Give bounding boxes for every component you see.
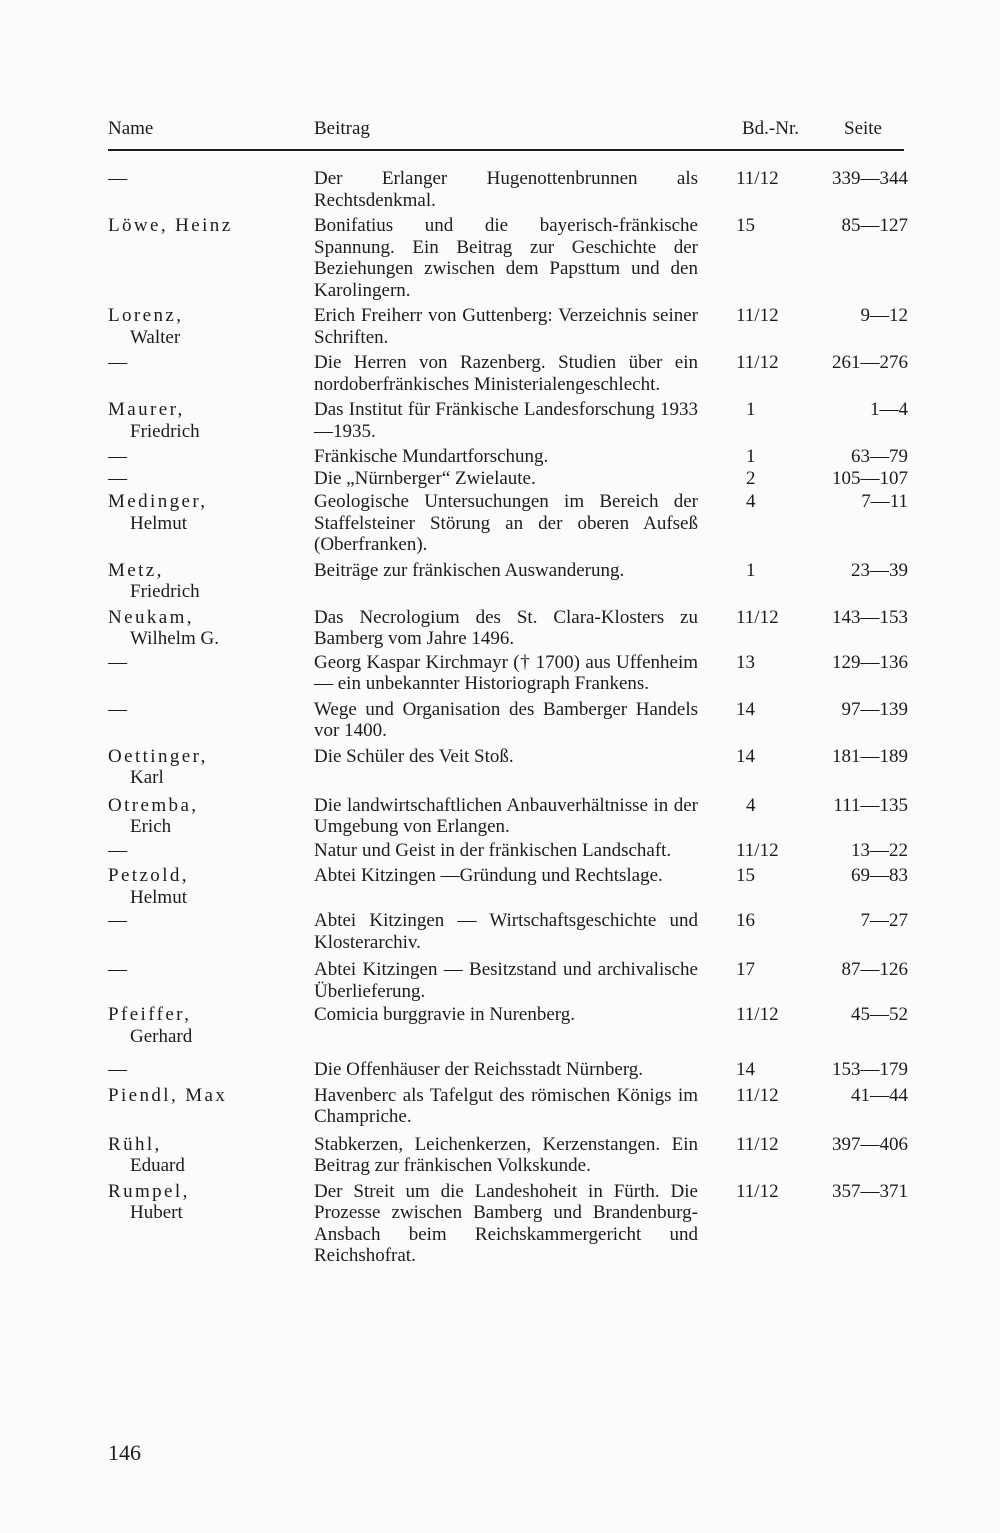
author-surname: Otremba, [108,794,199,816]
page-range: 13—22 [851,839,908,861]
author-cell [108,1134,314,1177]
table-row [108,865,908,908]
contribution-title: Havenberc als Tafelgut des römischen Königs im Champriche. [314,1084,698,1127]
volume-number: 1 [746,446,756,467]
author-cell [108,352,314,374]
page-range: 7—27 [860,910,908,931]
table-row [108,795,908,838]
page-range: 129—136 [832,651,908,673]
volume-number: 14 [736,745,755,767]
page-range: 7—11 [861,491,908,512]
table-row [108,491,908,556]
page-number: 146 [108,1440,141,1465]
author-given-name: Karl [130,767,164,788]
volume-number: 11/12 [736,839,779,861]
author-surname: — [108,168,127,189]
volume-number: 14 [736,698,755,720]
table-row [108,607,908,650]
author-cell [108,840,314,862]
author-surname: — [108,959,127,980]
contribution-title: Geologische Untersuchungen im Bereich der Staffelsteiner Störung an der oberen Aufseß (Oberfranken). [314,491,698,555]
volume-number: 15 [736,865,755,886]
volume-number: 11/12 [736,1084,779,1106]
contribution-title: Erich Freiherr von Guttenberg: Verzeichnis seiner Schriften. [314,305,698,348]
table-row [108,352,908,395]
volume-number: 11/12 [736,1004,779,1025]
contribution-title: Das Necrologium des St. Clara-Klosters zu Bamberg vom Jahre 1496. [314,606,698,649]
author-given-name: Erich [130,816,172,837]
contribution-title: Abtei Kitzingen — Wirtschaftsgeschichte und Klosterarchiv. [314,910,698,953]
table-row [108,168,908,211]
table-row [108,1134,908,1177]
author-cell [108,652,314,674]
author-surname: — [108,446,127,467]
contribution-title: Der Erlanger Hugenottenbrunnen als Rechtsdenkmal. [314,168,698,211]
table-header [108,118,908,144]
page-range: 397—406 [832,1133,908,1155]
volume-number: 1 [746,399,756,420]
volume-number: 1 [746,559,756,581]
author-given-name: Helmut [130,512,187,534]
page-range: 87—126 [841,959,908,980]
contribution-title: Das Institut für Fränkische Landesforschung 1933—1935. [314,399,698,442]
contribution-title: Georg Kaspar Kirchmayr († 1700) aus Uffenheim — ein unbekannter Historiograph Frankens. [314,651,698,694]
author-surname: — [108,467,127,489]
author-surname: — [108,839,127,861]
author-given-name: Eduard [130,1155,185,1176]
table-row [108,1181,908,1267]
author-surname: Maurer, [108,399,185,420]
author-given-name: Walter [130,326,181,348]
page-range: 143—153 [832,606,908,628]
contribution-title: Abtei Kitzingen —Gründung und Rechtslage. [314,865,663,886]
page-range: 153—179 [832,1059,908,1080]
author-surname: Rumpel, [108,1180,190,1202]
table-row [108,959,908,1002]
author-cell [108,746,314,789]
author-surname: — [108,352,127,373]
author-given-name: Helmut [130,886,187,908]
page-range: 97—139 [841,698,908,720]
author-cell [108,1004,314,1047]
header-beitrag: Beitrag [314,118,370,139]
author-cell [108,1059,314,1081]
contribution-title: Die Offenhäuser der Reichsstadt Nürnberg. [314,1059,644,1080]
table-row [108,652,908,695]
contribution-title: Der Streit um die Landeshoheit in Fürth. Die Prozesse zwischen Bamberg und Brandenburg-Ansbach beim Reichskammergericht und Reichshofrat. [314,1180,698,1266]
contribution-title: Natur und Geist in der fränkischen Landschaft. [314,839,672,861]
volume-number: 11/12 [736,305,779,326]
author-cell [108,168,314,190]
volume-number: 4 [746,491,756,512]
page-range: 63—79 [851,446,908,467]
index-table [108,168,908,1267]
table-row [108,746,908,789]
header-seite: Seite [844,118,882,139]
author-surname: Medinger, [108,491,208,512]
contribution-title: Abtei Kitzingen — Besitzstand und archivalische Überlieferung. [314,959,698,1002]
volume-number: 11/12 [736,606,779,628]
author-given-name: Friedrich [130,581,200,602]
author-given-name: Wilhelm G. [130,628,219,649]
table-row [108,399,908,442]
contribution-title: Comicia burggravie in Nurenberg. [314,1004,576,1025]
contribution-title: Stabkerzen, Leichenkerzen, Kerzenstangen. Ein Beitrag zur fränkischen Volkskunde. [314,1133,698,1176]
author-surname: — [108,651,127,673]
contribution-title: Wege und Organisation des Bamberger Handels vor 1400. [314,698,698,741]
header-name: Name [108,118,154,139]
page-range: 45—52 [851,1004,908,1025]
author-surname: Rühl, [108,1133,162,1155]
volume-number: 15 [736,215,755,236]
page-range: 69—83 [851,865,908,886]
author-cell [108,1181,314,1224]
volume-number: 11/12 [736,1180,779,1202]
page-range: 181—189 [832,745,908,767]
author-cell [108,959,314,981]
author-cell [108,468,314,490]
author-surname: Lorenz, [108,305,184,326]
author-given-name: Hubert [130,1202,183,1223]
author-cell [108,491,314,534]
table-row [108,215,908,301]
page-range: 339—344 [832,168,908,189]
page-range: 85—127 [841,215,908,236]
author-surname: Neukam, [108,606,194,628]
contribution-title: Die landwirtschaftlichen Anbauverhältnisse in der Umgebung von Erlangen. [314,794,698,837]
table-row [108,305,908,348]
table-row [108,468,908,490]
author-cell [108,215,314,237]
header-rule [108,149,904,151]
volume-number: 17 [736,959,755,980]
volume-number: 13 [736,651,755,673]
table-row [108,1085,908,1128]
author-cell [108,910,314,932]
page-range: 9—12 [860,305,908,326]
author-cell [108,560,314,603]
author-surname: Metz, [108,559,164,581]
contribution-title: Die „Nürnberger“ Zwielaute. [314,467,536,489]
author-surname: Petzold, [108,865,189,886]
contribution-title: Die Schüler des Veit Stoß. [314,745,514,767]
table-row [108,1004,908,1047]
author-cell [108,305,314,348]
author-cell [108,795,314,838]
author-cell [108,699,314,721]
table-row [108,446,908,468]
volume-number: 14 [736,1059,755,1080]
volume-number: 11/12 [736,1133,779,1155]
volume-number: 11/12 [736,168,779,189]
table-row [108,840,908,862]
table-row [108,910,908,953]
author-given-name: Friedrich [130,420,200,442]
table-row [108,699,908,742]
author-surname: — [108,1059,127,1080]
author-cell [108,446,314,468]
header-bd-nr: Bd.-Nr. [742,118,799,139]
author-given-name: Gerhard [130,1025,193,1047]
author-cell [108,1085,314,1107]
author-surname: — [108,910,127,931]
contribution-title: Beiträge zur fränkischen Auswanderung. [314,559,625,581]
volume-number: 2 [746,467,756,489]
volume-number: 16 [736,910,755,931]
contribution-title: Bonifatius und die bayerisch-fränkische Spannung. Ein Beitrag zur Geschichte der Beziehungen zwischen dem Papsttum und den Karolingern. [314,215,698,301]
author-surname: Löwe, Heinz [108,215,233,236]
page-range: 41—44 [851,1084,908,1106]
page-range: 111—135 [833,794,908,816]
volume-number: 4 [746,794,756,816]
page-range: 105—107 [832,467,908,489]
author-surname: Piendl, Max [108,1084,228,1106]
page-range: 1—4 [870,399,908,420]
author-surname: Pfeiffer, [108,1004,192,1025]
contribution-title: Die Herren von Razenberg. Studien über ein nordoberfränkisches Ministerialengeschlecht. [314,352,698,395]
author-cell [108,607,314,650]
author-cell [108,399,314,442]
author-surname: Oettinger, [108,745,208,767]
author-cell [108,865,314,908]
contribution-title: Fränkische Mundartforschung. [314,446,549,467]
page-range: 261—276 [832,352,908,373]
table-row [108,560,908,603]
table-row [108,1059,908,1081]
author-surname: — [108,698,127,720]
page-range: 23—39 [851,559,908,581]
page-range: 357—371 [832,1180,908,1202]
volume-number: 11/12 [736,352,779,373]
